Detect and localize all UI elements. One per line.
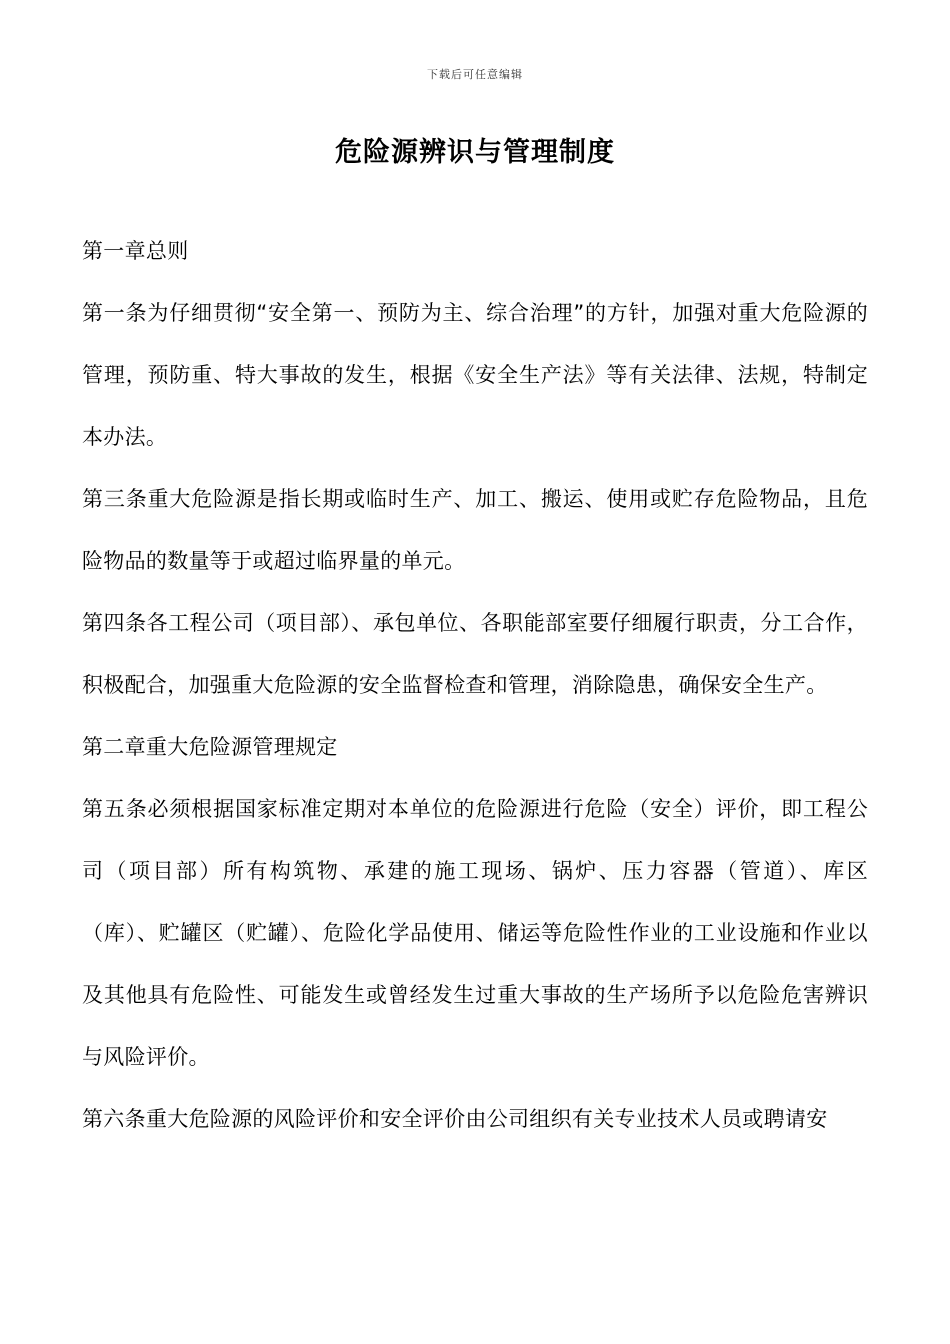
document-title: 危险源辨识与管理制度 [335, 137, 615, 168]
chapter-heading-1: 第一章总则 [82, 239, 189, 263]
header-note: 下载后可任意编辑 [427, 68, 523, 81]
article-4: 第四条各工程公司（项目部）、承包单位、各职能部室要仔细履行职责，分工合作，积极配合，加强重大危险源的安全监督检查和管理，消除隐患，确保安全生产。 [82, 611, 868, 697]
article-6: 第六条重大危险源的风险评价和安全评价由公司组织有关专业技术人员或聘请安 [82, 1107, 828, 1131]
article-3: 第三条重大危险源是指长期或临时生产、加工、搬运、使用或贮存危险物品，且危险物品的数量等于或超过临界量的单元。 [82, 487, 868, 573]
document-body [82, 220, 868, 1150]
article-1: 第一条为仔细贯彻“安全第一、预防为主、综合治理”的方针，加强对重大危险源的管理，预防重、特大事故的发生，根据《安全生产法》等有关法律、法规，特制定本办法。 [82, 301, 868, 449]
article-5: 第五条必须根据国家标准定期对本单位的危险源进行危险（安全）评价，即工程公司（项目部）所有构筑物、承建的施工现场、锅炉、压力容器（管道）、库区（库）、贮罐区（贮罐）、危险化学品使用、储运等危险性作业的工业设施和作业以及其他具有危险性、可能发生或曾经发生过重大事故的生产场所予以危险危害辨识与风险评价。 [82, 797, 868, 1069]
chapter-heading-2: 第二章重大危险源管理规定 [82, 735, 338, 759]
